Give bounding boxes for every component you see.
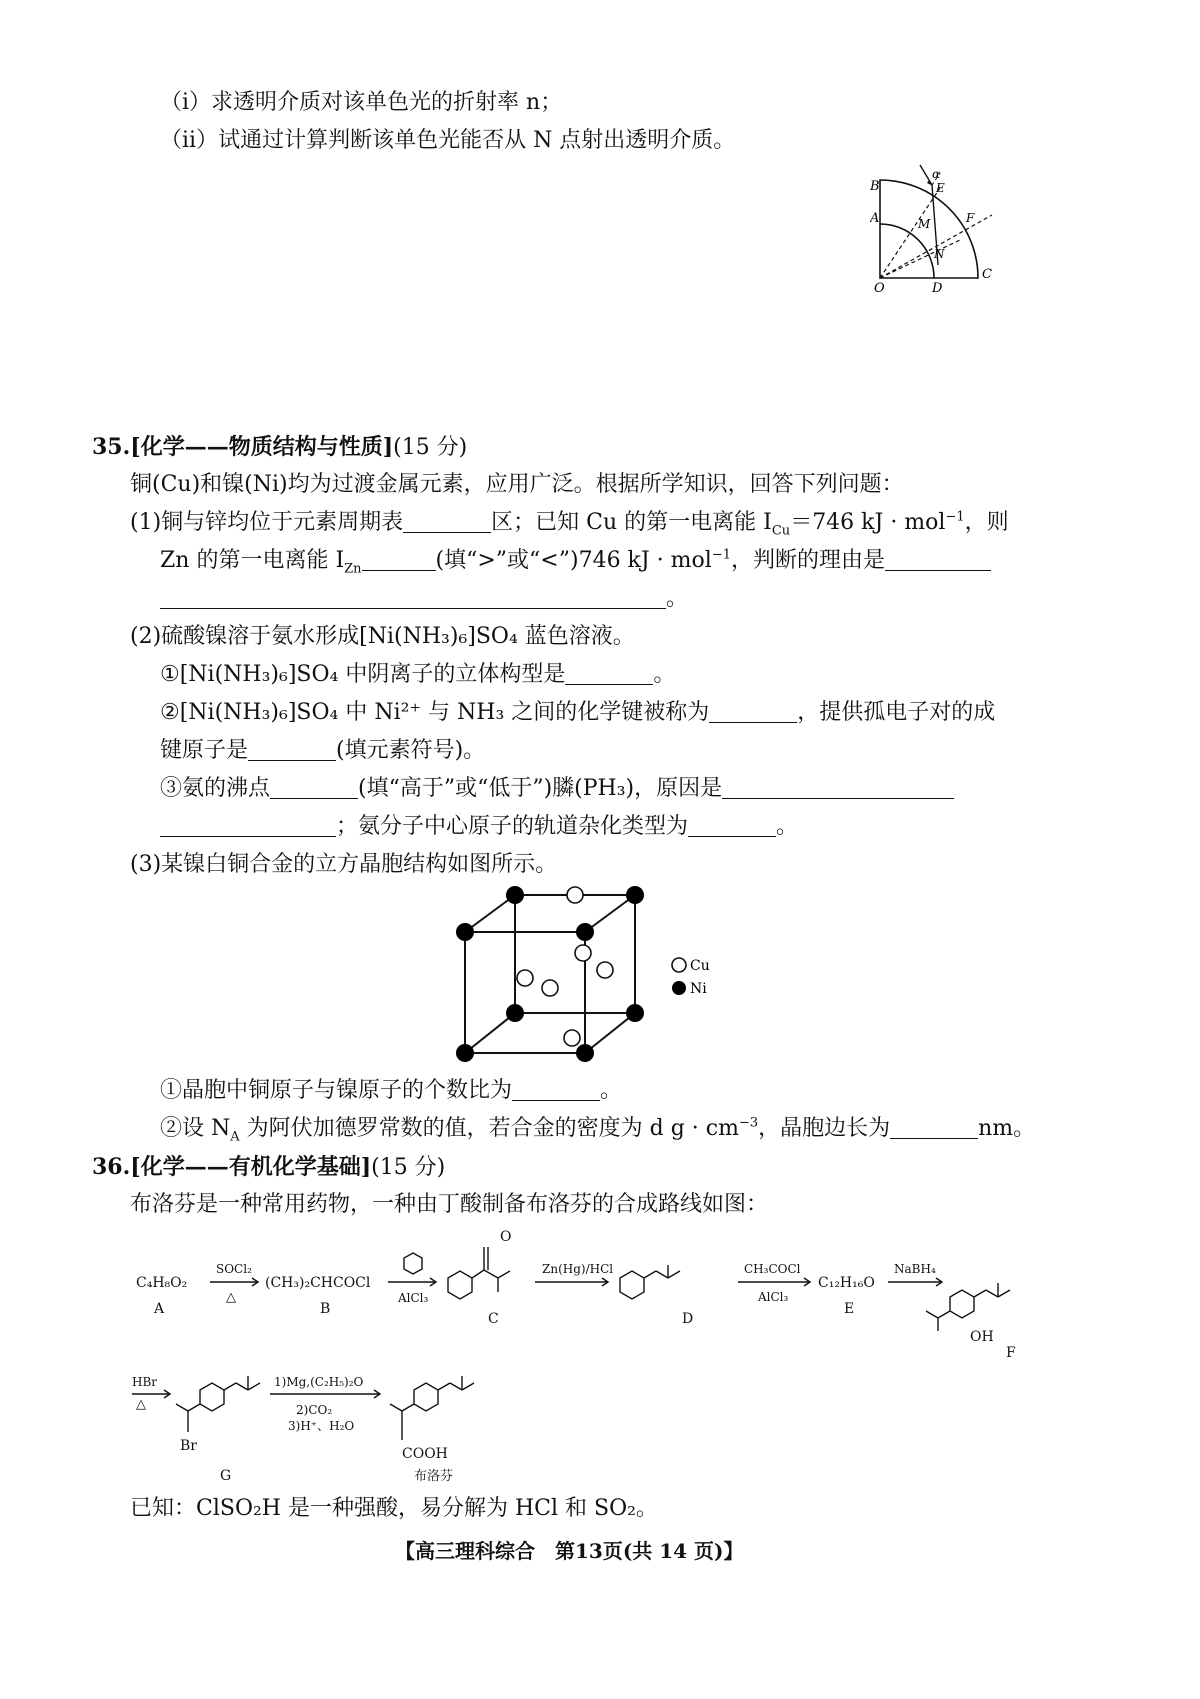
q35-2-3-text-b: (填“高于”或“低于”)膦(PH₃)，原因是 xyxy=(358,776,723,801)
reagent-CO2: 2)CO₂ xyxy=(296,1403,333,1417)
label-E: E xyxy=(936,181,945,195)
label-alpha: α xyxy=(932,167,941,181)
q35-1-line2 xyxy=(160,546,991,576)
q35-2: (2)硫酸镍溶于氨水形成[Ni(NH₃)₆]SO₄ 蓝色溶液。 xyxy=(130,624,635,649)
answer-blank[interactable] xyxy=(512,1078,600,1101)
q35-2-3-end: 。 xyxy=(776,814,799,839)
q35-1-text-f: (填“>”或“<”)746 kJ · mol xyxy=(435,548,712,573)
answer-blank[interactable] xyxy=(403,510,491,533)
F-label: F xyxy=(1006,1345,1016,1361)
label-B: B xyxy=(870,179,880,194)
answer-blank[interactable] xyxy=(885,548,991,571)
reagent-Mg: 1)Mg,(C₂H₅)₂O xyxy=(274,1375,364,1389)
G-Br: Br xyxy=(180,1438,197,1454)
answer-blank[interactable] xyxy=(160,586,666,609)
q35-3-2-sub: A xyxy=(230,1129,240,1145)
q35-2-2-text-b: ，提供孤电子对的成 xyxy=(797,700,996,725)
label-A: A xyxy=(870,211,880,226)
q35-title: [化学——物质结构与性质] xyxy=(130,434,394,460)
q35-3-2 xyxy=(160,1114,1035,1144)
A-formula: C₄H₈O₂ xyxy=(136,1275,188,1291)
q35-3-2-text-b: 为阿伏加德罗常数的值，若合金的密度为 d g · cm xyxy=(239,1116,739,1141)
optics-figure xyxy=(870,160,1000,295)
q35-1-sub-cu: Cu xyxy=(771,523,791,539)
crystal-cell-figure xyxy=(440,880,720,1070)
q35-3-2-text-c: ，晶胞边长为 xyxy=(758,1116,891,1141)
q35-1-sup2: −1 xyxy=(711,547,731,563)
q35-2-1-text: ①[Ni(NH₃)₆]SO₄ 中阴离子的立体构型是 xyxy=(160,662,566,687)
D-label: D xyxy=(682,1311,694,1327)
cu-legend-icon xyxy=(672,958,686,972)
q35-3-2-text-a: ②设 N xyxy=(160,1116,231,1141)
q35-1-text-a: (1)铜与锌均位于元素周期表 xyxy=(130,510,404,535)
F-OH: OH xyxy=(970,1329,994,1345)
B-formula: (CH₃)₂CHCOCl xyxy=(265,1275,371,1291)
q35-1-line3 xyxy=(160,584,688,614)
q35-intro: 铜(Cu)和镍(Ni)均为过渡金属元素，应用广泛。根据所学知识，回答下列问题： xyxy=(130,472,904,497)
answer-blank[interactable] xyxy=(362,548,436,571)
answer-blank[interactable] xyxy=(688,814,776,837)
answer-blank[interactable] xyxy=(722,776,954,799)
page-footer: 【高三理科综合 第13页(共 14 页)】 xyxy=(395,1539,744,1563)
answer-blank[interactable] xyxy=(248,738,336,761)
q35-1-end: 。 xyxy=(666,586,689,611)
q35-1-text-e: Zn 的第一电离能 I xyxy=(160,548,345,573)
A-label: A xyxy=(154,1301,165,1317)
q35-3-2-text-d: nm。 xyxy=(978,1116,1036,1141)
q35-1-text-g: ，判断的理由是 xyxy=(731,548,886,573)
synthesis-scheme-row2 xyxy=(130,1370,630,1490)
reagent-HBr: HBr xyxy=(132,1375,158,1389)
reagent-ZnHg: Zn(Hg)/HCl xyxy=(542,1262,614,1276)
synthesis-scheme-row1 xyxy=(130,1225,1080,1370)
C-label: C xyxy=(488,1311,499,1327)
q35-1-sub-zn: Zn xyxy=(344,561,362,577)
answer-blank[interactable] xyxy=(565,662,653,685)
label-C: C xyxy=(982,267,992,282)
reagent-SOCl2: SOCl₂ xyxy=(216,1262,252,1276)
answer-blank[interactable] xyxy=(890,1116,978,1139)
q35-score: (15 分) xyxy=(393,435,468,460)
label-N: N xyxy=(934,247,945,261)
q36-known: 已知：ClSO₂H 是一种强酸，易分解为 HCl 和 SO₂。 xyxy=(130,1496,658,1521)
q35-1-text-b: 区；已知 Cu 的第一电离能 I xyxy=(491,510,772,535)
q35-number: 35. xyxy=(92,434,131,460)
physics-question-i: （ⅰ）求透明介质对该单色光的折射率 n； xyxy=(160,90,563,115)
reagent-AlCl3-2: AlCl₃ xyxy=(758,1290,789,1304)
q35-3-1-end: 。 xyxy=(600,1078,623,1103)
q35-1-text-c: ＝746 kJ · mol xyxy=(790,510,946,535)
reagent-heat-2: △ xyxy=(136,1397,146,1412)
legend-ni: Ni xyxy=(690,981,707,997)
C-oxygen: O xyxy=(500,1229,512,1245)
label-F: F xyxy=(966,211,975,225)
q35-2-2-line1 xyxy=(160,698,995,728)
q35-3-2-sup: −3 xyxy=(738,1115,759,1131)
q35-3-1 xyxy=(160,1076,622,1106)
reagent-NaBH4: NaBH₄ xyxy=(894,1262,936,1276)
q35-1-sup: −1 xyxy=(945,509,965,525)
answer-blank[interactable] xyxy=(160,814,336,837)
q35-2-3-text-a: ③氨的沸点 xyxy=(160,776,271,801)
reagent-heat: △ xyxy=(226,1290,236,1305)
q36-number: 36. xyxy=(92,1154,131,1180)
answer-blank[interactable] xyxy=(270,776,358,799)
q36-title: [化学——有机化学基础] xyxy=(130,1154,372,1180)
q35-3: (3)某镍白铜合金的立方晶胞结构如图所示。 xyxy=(130,852,558,877)
label-O: O xyxy=(874,281,885,295)
G-label: G xyxy=(220,1468,232,1484)
q35-heading xyxy=(92,432,467,463)
q35-1-line1 xyxy=(130,508,1009,538)
reagent-AlCl3: AlCl₃ xyxy=(398,1291,429,1305)
answer-blank[interactable] xyxy=(709,700,797,723)
label-M: M xyxy=(918,217,931,231)
q35-2-3-text-c: ；氨分子中心原子的轨道杂化类型为 xyxy=(336,814,689,839)
product-COOH: COOH xyxy=(402,1446,448,1462)
E-formula: C₁₂H₁₆O xyxy=(818,1275,875,1291)
ni-legend-icon xyxy=(672,981,686,995)
q35-2-2-text-c: 键原子是 xyxy=(160,738,249,763)
q35-2-2-text-a: ②[Ni(NH₃)₆]SO₄ 中 Ni²⁺ 与 NH₃ 之间的化学键被称为 xyxy=(160,700,710,725)
q35-2-2-line2 xyxy=(160,736,485,766)
q35-2-1 xyxy=(160,660,675,690)
E-label: E xyxy=(844,1301,855,1317)
legend-cu: Cu xyxy=(690,958,710,974)
ni-atoms xyxy=(456,886,644,1062)
B-label: B xyxy=(320,1301,331,1317)
reagent-H2O: 3)H⁺、H₂O xyxy=(288,1419,355,1433)
q36-intro: 布洛芬是一种常用药物，一种由丁酸制备布洛芬的合成路线如图： xyxy=(130,1192,769,1217)
label-D: D xyxy=(932,281,943,295)
q35-2-2-text-d: (填元素符号)。 xyxy=(336,738,486,763)
q36-score: (15 分) xyxy=(371,1155,446,1180)
q35-3-1-text: ①晶胞中铜原子与镍原子的个数比为 xyxy=(160,1078,513,1103)
q36-heading xyxy=(92,1152,445,1183)
q35-2-3-line2 xyxy=(160,812,798,842)
physics-question-ii: （ⅱ）试通过计算判断该单色光能否从 N 点射出透明介质。 xyxy=(160,128,736,153)
reagent-CH3COCl: CH₃COCl xyxy=(744,1262,801,1276)
q35-2-1-end: 。 xyxy=(653,662,676,687)
q35-2-3-line1 xyxy=(160,774,954,804)
cu-atoms xyxy=(517,887,613,1046)
q35-1-text-d: ，则 xyxy=(964,510,1009,535)
product-name: 布洛芬 xyxy=(414,1469,454,1484)
